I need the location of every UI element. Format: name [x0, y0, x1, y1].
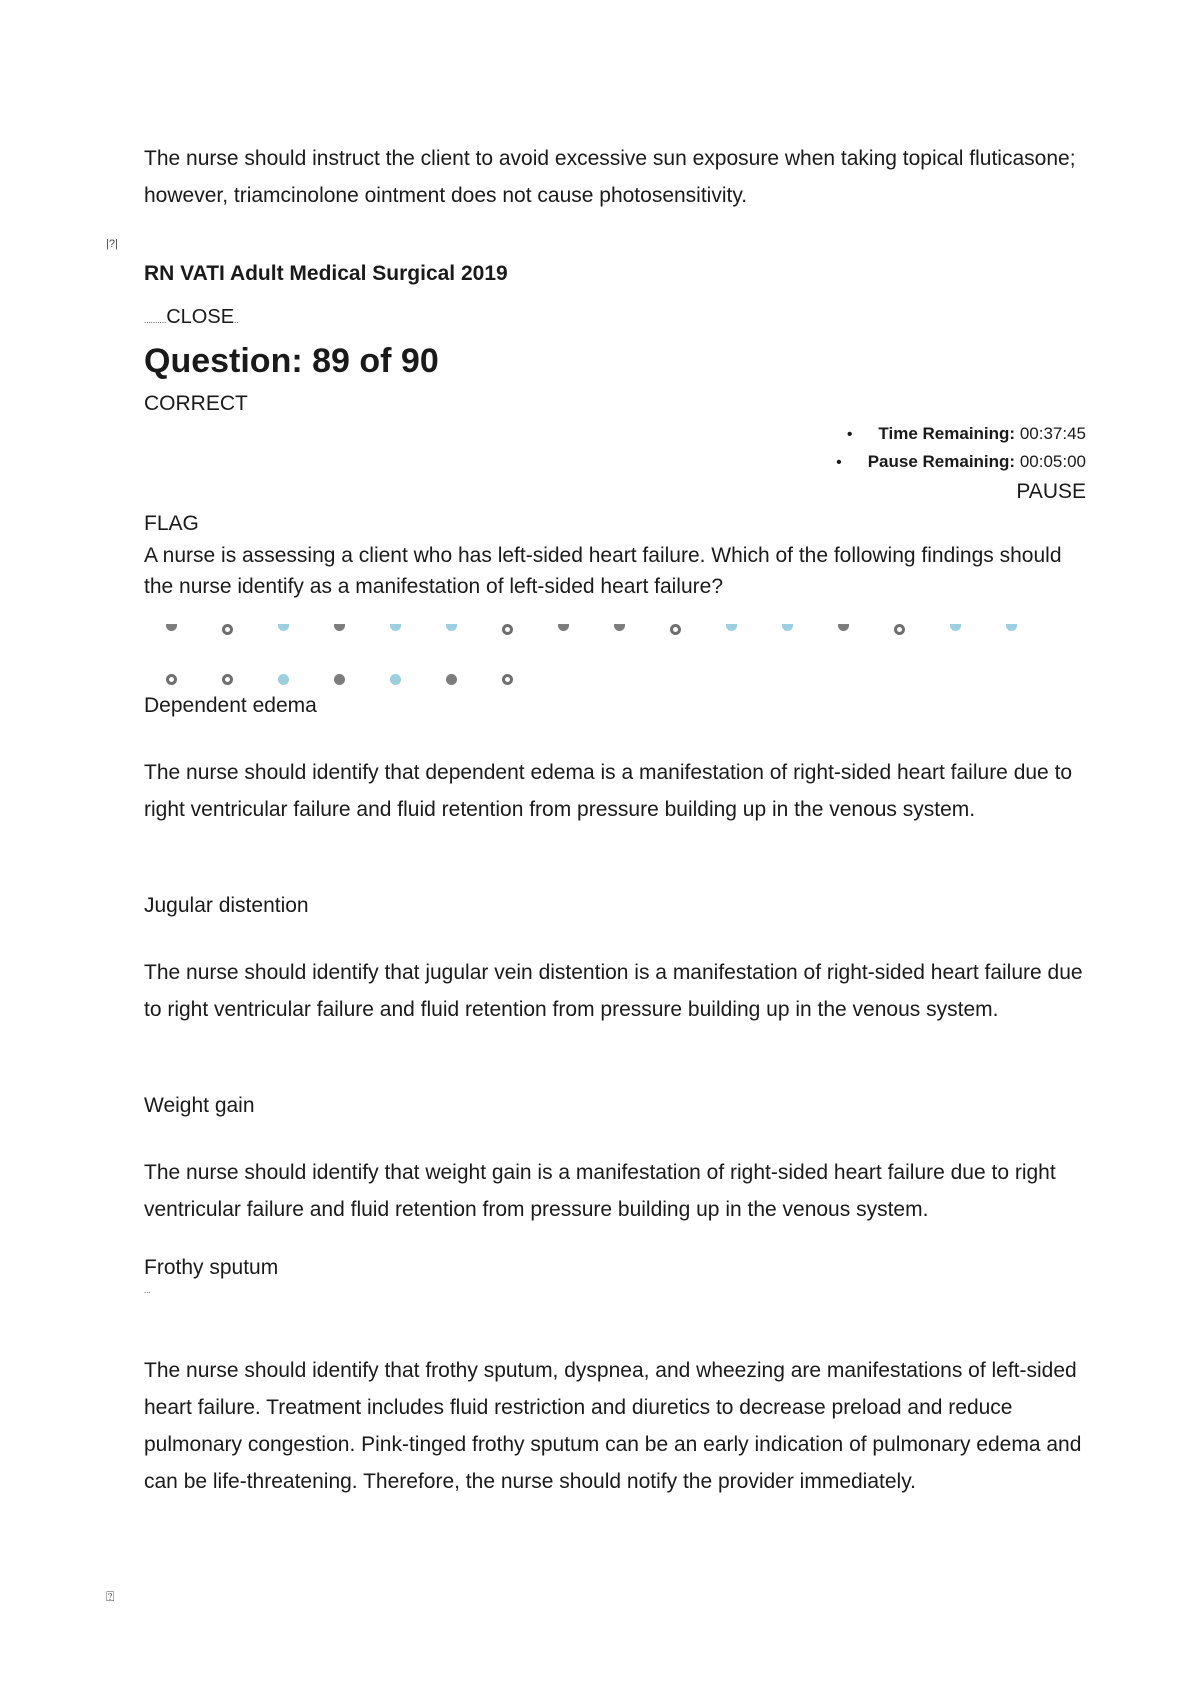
option-dot-blue [278, 624, 289, 631]
option-dot-gray [446, 674, 457, 685]
option-dot-blue [1006, 624, 1017, 631]
option-rationale: The nurse should identify that frothy sputum, dyspnea, and wheezing are manifestations of left-sided heart failure. Treatment includes fluid restriction and diuretics to decrease preload and reduce pulmonary congestion. Pink-tinged frothy sputum can be an early indication of pulmonary edema and can be life-threatening. Therefore, the nurse should notify the provider immediately. [144, 1359, 1082, 1493]
time-remaining [847, 424, 1086, 444]
option-rationale: The nurse should identify that dependent edema is a manifestation of right-sided heart failure due to right ventricular failure and fluid retention from pressure building up in the venous system. [144, 761, 1073, 821]
option-dot-ring [222, 674, 233, 685]
option-dot-gray [614, 624, 625, 631]
question-counter: Question: 89 of 90 [144, 342, 439, 380]
option-label[interactable]: Jugular distention [144, 894, 309, 917]
bullet-icon: • [846, 426, 853, 443]
option-rationale: The nurse should identify that jugular vein distention is a manifestation of right-sided heart failure due to right ventricular failure and fluid retention from pressure building up in the venous system. [144, 961, 1083, 1021]
option-marker: ... [144, 1286, 151, 1295]
option-rationale: The nurse should identify that weight gain is a manifestation of right-sided heart failure due to right ventricular failure and fluid retention from pressure building up in the venous system. [144, 1161, 1056, 1221]
option-dot-gray [334, 624, 345, 631]
option-dot-blue [446, 624, 457, 631]
question-stem: A nurse is assessing a client who has left-sided heart failure. Which of the following findings should the nurse identify as a manifestation of left-sided heart failure? [144, 544, 1062, 598]
answer-status: CORRECT [144, 392, 248, 415]
option-label[interactable]: Frothy sputum [144, 1256, 279, 1279]
exam-title: RN VATI Adult Medical Surgical 2019 [144, 262, 508, 285]
option-dot-gray [838, 624, 849, 631]
option-dot-blue [390, 674, 401, 685]
close-suffix: .. [234, 316, 239, 325]
option-label[interactable]: Dependent edema [144, 694, 317, 717]
option-label[interactable]: Weight gain [144, 1094, 255, 1117]
option-dot-ring [502, 674, 513, 685]
close-prefix: .......... [144, 316, 167, 325]
intro-paragraph: The nurse should instruct the client to avoid excessive sun exposure when taking topical fluticasone; however, triamcinolone ointment does not cause photosensitivity. [144, 147, 1076, 207]
option-dot-ring [894, 624, 905, 635]
option-dot-blue [390, 624, 401, 631]
option-dot-blue [278, 674, 289, 685]
close-link[interactable] [144, 306, 239, 329]
option-marker-row [144, 670, 1044, 690]
option-dot-ring [222, 624, 233, 635]
option-dot-ring [670, 624, 681, 635]
pause-remaining-label: Pause Remaining: [867, 452, 1016, 471]
option-dot-ring [166, 674, 177, 685]
option-dot-gray [558, 624, 569, 631]
pause-remaining [836, 452, 1086, 472]
flag-button[interactable]: FLAG [144, 512, 199, 535]
option-dot-blue [950, 624, 961, 631]
pause-button[interactable]: PAUSE [1016, 480, 1086, 503]
time-remaining-value: 00:37:45 [1019, 424, 1086, 443]
close-label: CLOSE [166, 306, 235, 328]
option-dot-ring [502, 624, 513, 635]
option-marker-row [144, 620, 1044, 640]
image-placeholder-icon: ⍰ [106, 1588, 115, 1604]
option-dot-blue [782, 624, 793, 631]
pause-remaining-value: 00:05:00 [1019, 452, 1086, 471]
time-remaining-label: Time Remaining: [878, 424, 1016, 443]
bullet-icon: • [836, 454, 842, 471]
option-dot-gray [334, 674, 345, 685]
image-placeholder-icon: |?| [106, 238, 118, 250]
option-dot-blue [726, 624, 737, 631]
option-dot-gray [166, 624, 177, 631]
